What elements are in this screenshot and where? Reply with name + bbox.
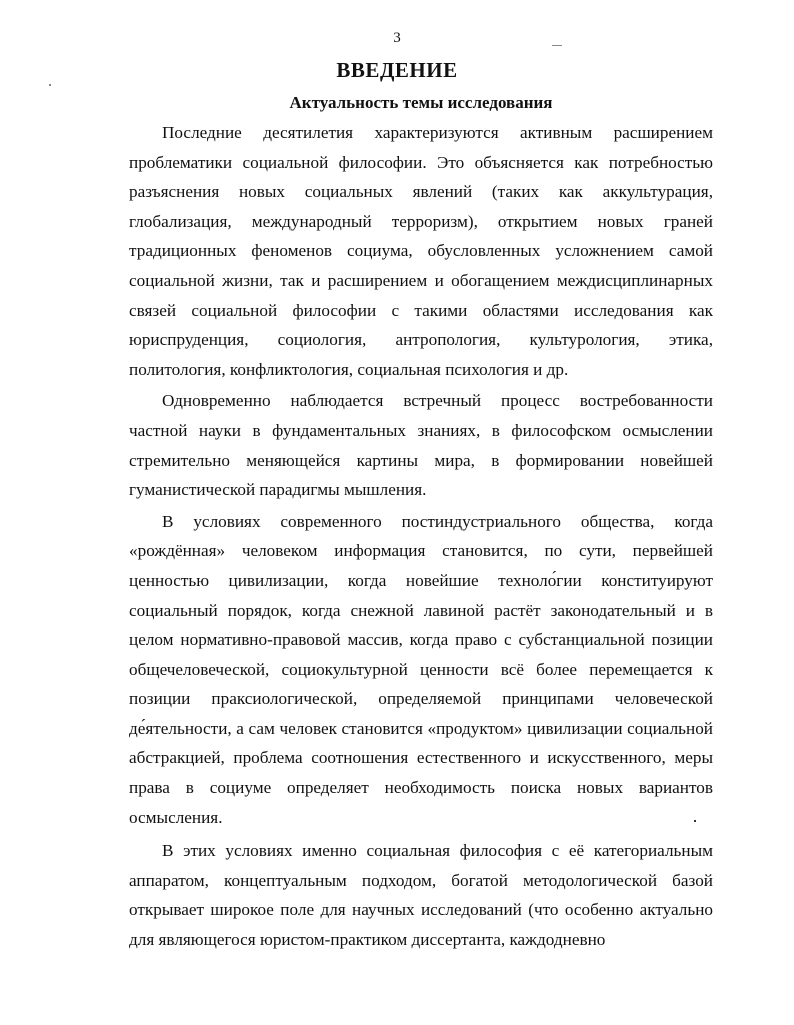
section-subheading: Актуальность темы исследования bbox=[289, 93, 553, 112]
paragraph-4: В этих условиях именно социальная философия с её категориальным аппаратом, концептуальным подходом, богатой методологической базой открывает широкое поле для научных исследований (что особенно актуально для являющегося юристом-практиком диссертанта, каждодневно bbox=[129, 841, 713, 950]
paragraph-3: В условиях современного постиндустриального общества, когда «рождённая» человеком информация становится, по сути, первейшей ценностью цивилизации, когда новейшие техноло́гии конституируют социальный порядок, когда снежной лавиной растёт законодательный и в целом нормативно-правовой массив, когда право с субстанциальной позиции общечеловеческой, социокультурной ценности всё более перемещается к позиции праксиологической, определяемой принципами человеческой де́ятельности, а сам человек становится «продуктом» цивилизации социальной абстракцией, проблема соотношения естественного и искусственного, меры права в социуме определяет необходимость поиска новых вариантов осмысления. bbox=[129, 511, 713, 827]
paragraph-1: Последние десятилетия характеризуются активным расширением проблематики социальной философии. Это объясняется как потребностью разъяснения новых социальных явлений (таких как аккультурация, глобализация, международный терроризм), открытием новых граней традиционных феноменов социума, обусловленных усложнением самой социальной жизни, так и расширением и обогащением междисциплинарных связей социальной философии с такими областями исследования как юриспруденция, социология, антропология, культурология, этика, политология, конфликтология, социальная психология и др. bbox=[129, 123, 713, 379]
scan-mark-top-right bbox=[552, 45, 562, 46]
scan-mark-left bbox=[49, 84, 51, 86]
body-text bbox=[129, 118, 713, 955]
page-number: 3 bbox=[393, 30, 401, 46]
section-heading: ВВЕДЕНИЕ bbox=[336, 58, 458, 82]
paragraph-2: Одновременно наблюдается встречный процесс востребованности частной науки в фундаментальных знаниях, в философском осмыслении стремительно меняющейся картины мира, в формировании новейшей гуманистической парадигмы мышления. bbox=[129, 391, 713, 500]
